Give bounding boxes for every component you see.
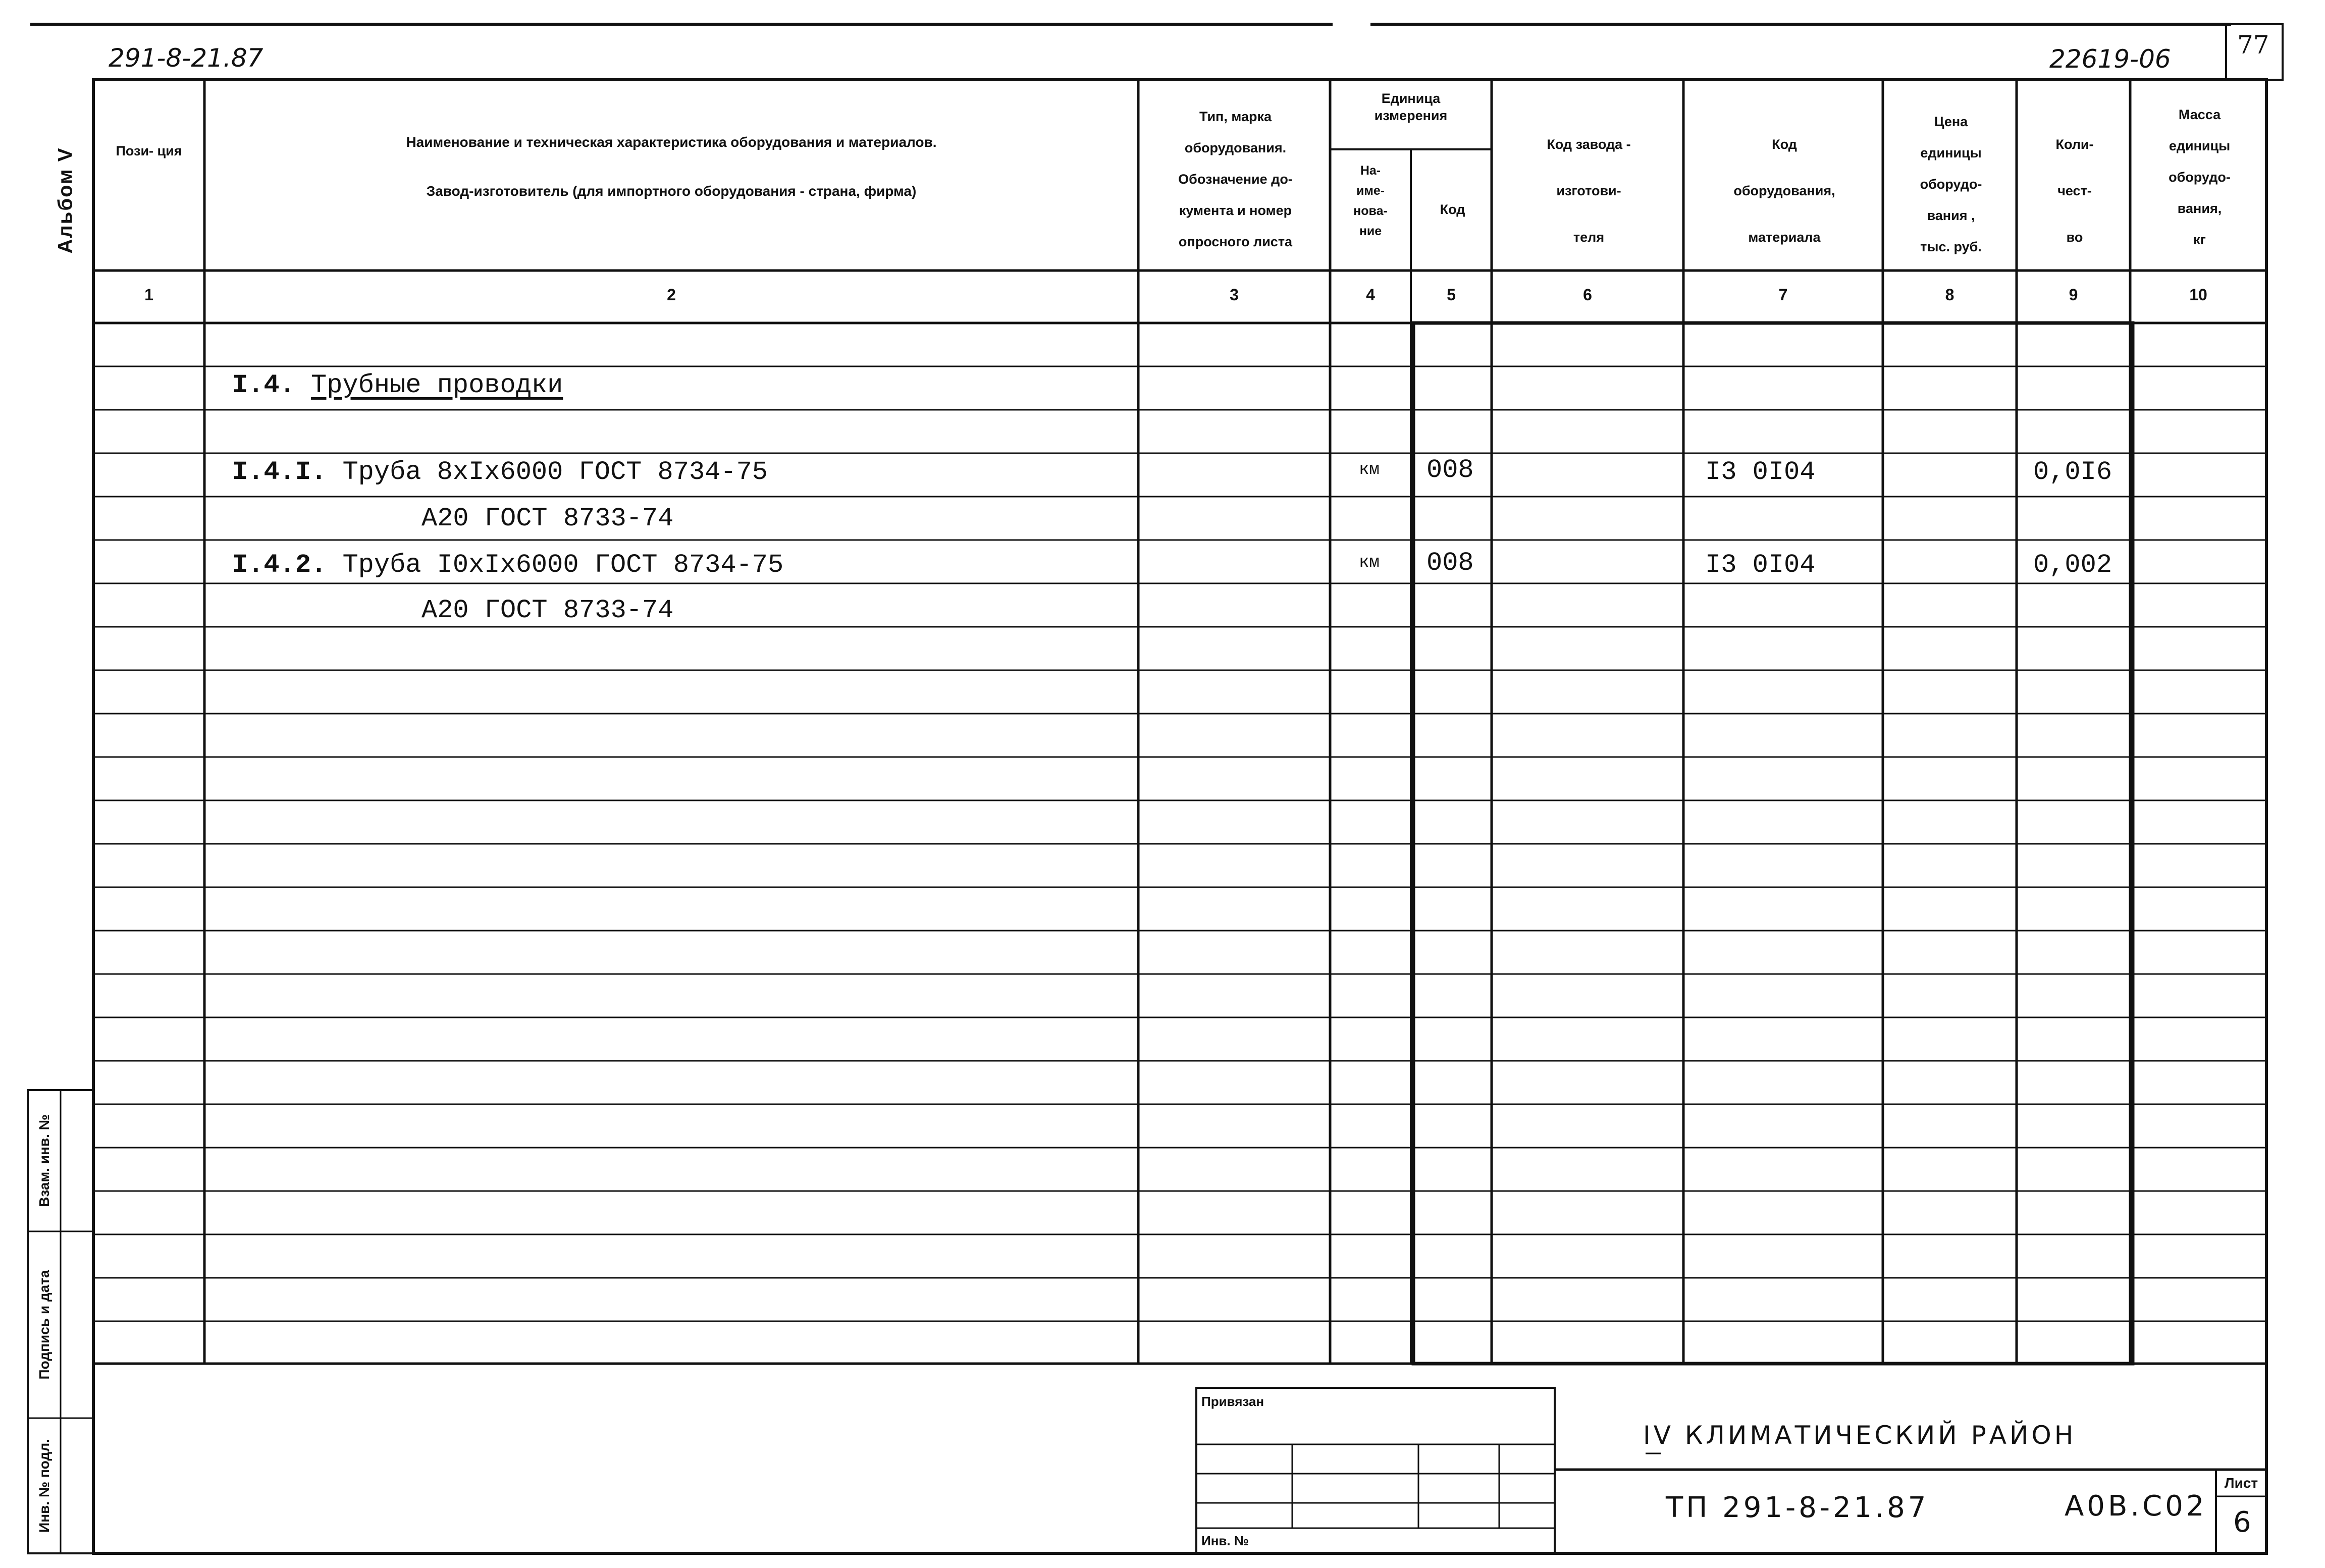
- header-col10-line: кг: [2193, 232, 2206, 247]
- item-quantity: 0,002: [2033, 550, 2112, 580]
- item-number: I.4.2.: [232, 550, 327, 580]
- header-col8-line: вания ,: [1927, 208, 1975, 223]
- item-material-code: I3 0I04: [1705, 457, 1816, 487]
- header-col8-line: единицы: [1920, 145, 1982, 160]
- item-unit-code: 008: [1426, 455, 1474, 485]
- header-col6-line: изготови-: [1556, 183, 1621, 198]
- header-col4-line: нова-: [1353, 204, 1388, 218]
- column-number: 1: [144, 286, 153, 304]
- side-field-inv: Инв. № подл.: [36, 1439, 52, 1533]
- header-col7: [1686, 121, 1883, 260]
- item-unit: км: [1359, 460, 1380, 479]
- column-number: 9: [2069, 286, 2078, 304]
- item-unit-code: 008: [1426, 548, 1474, 578]
- header-col8-line: Цена: [1934, 114, 1968, 129]
- document-mark: А0В.С02: [2065, 1490, 2207, 1523]
- side-field-podpis: Подпись и дата: [36, 1270, 52, 1380]
- page-number: 77: [2237, 30, 2269, 60]
- header-col3-line: оборудования.: [1184, 140, 1287, 155]
- header-col9-line: Коли-: [2055, 137, 2094, 152]
- header-col1: Пози- ция: [116, 143, 182, 158]
- side-field-vzam: Взам. инв. №: [36, 1114, 52, 1207]
- header-col5: Код: [1440, 202, 1465, 217]
- top-code-right: 22619-06: [2049, 44, 2171, 74]
- item-name: Труба 8хIх6000 ГОСТ 8734-75: [342, 457, 768, 487]
- header-col9-line: во: [2066, 230, 2083, 245]
- header-col6-line: теля: [1573, 230, 1605, 245]
- header-col6: [1494, 121, 1683, 260]
- column-number: 5: [1447, 286, 1456, 304]
- column-number: 3: [1230, 286, 1239, 304]
- item-material-code: I3 0I04: [1705, 550, 1816, 580]
- privyazan-label: Привязан: [1201, 1394, 1264, 1409]
- header-col3-line: кумента и номер: [1179, 203, 1292, 218]
- header-col4: [1333, 160, 1408, 241]
- column-number: 8: [1945, 286, 1954, 304]
- item-name: Труба I0хIх6000 ГОСТ 8734-75: [342, 550, 784, 580]
- section-title: Трубные проводки: [311, 370, 563, 400]
- item-unit: км: [1359, 553, 1380, 572]
- section-title-row: [232, 370, 563, 400]
- header-col4-line: На-: [1360, 164, 1381, 178]
- inv-no-label: Инв. №: [1201, 1533, 1249, 1548]
- header-col10: [2133, 99, 2266, 255]
- header-col3-line: Тип, марка: [1199, 109, 1272, 124]
- top-code-left: 291-8-21.87: [109, 43, 263, 73]
- item-number: I.4.I.: [232, 457, 327, 487]
- header-col7-line: материала: [1748, 230, 1821, 245]
- climate-region: IV КЛИМАТИЧЕСКИЙ РАЙОН: [1643, 1421, 2077, 1450]
- header-col3-line: опросного листа: [1178, 234, 1293, 249]
- header-col2-line1: Наименование и техническая характеристика оборудования и материалов.: [406, 134, 937, 150]
- section-number: I.4.: [232, 370, 295, 400]
- album-label: Альбом V: [54, 147, 77, 254]
- header-unit-group: Единица измерения: [1374, 91, 1448, 123]
- sheet-number: 6: [2233, 1506, 2251, 1539]
- header-col8: [1885, 106, 2017, 262]
- header-col9-line: чест-: [2057, 183, 2092, 198]
- header-col7-line: Код: [1772, 137, 1797, 152]
- column-number: 4: [1366, 286, 1375, 304]
- sheet-label: Лист: [2224, 1475, 2258, 1491]
- header-col3: [1141, 101, 1330, 257]
- header-col10-line: оборудо-: [2169, 170, 2231, 185]
- column-number: 6: [1583, 286, 1592, 304]
- table-row: [232, 550, 783, 580]
- document-code: ТП 291-8-21.87: [1666, 1491, 1929, 1524]
- header-col10-line: вания,: [2177, 201, 2222, 216]
- item-quantity: 0,0I6: [2033, 457, 2112, 487]
- header-col4-line: ние: [1359, 224, 1382, 238]
- table-row: [232, 457, 768, 487]
- header-col8-line: тыс. руб.: [1920, 239, 1982, 254]
- column-number: 7: [1778, 286, 1788, 304]
- item-name-continued: А20 ГОСТ 8733-74: [421, 596, 674, 625]
- header-col10-line: Масса: [2178, 107, 2221, 122]
- header-col9: [2019, 121, 2130, 260]
- column-number: 10: [2189, 286, 2207, 304]
- header-col10-line: единицы: [2169, 138, 2231, 153]
- header-col7-line: оборудования,: [1733, 183, 1835, 198]
- header-col2-line2: Завод-изготовитель (для импортного оборудования - страна, фирма): [426, 183, 917, 199]
- column-number: 2: [667, 286, 676, 304]
- header-col3-line: Обозначение до-: [1178, 172, 1293, 187]
- item-name-continued: А20 ГОСТ 8733-74: [421, 504, 674, 533]
- header-col4-line: име-: [1356, 184, 1385, 198]
- header-col6-line: Код завода -: [1547, 137, 1631, 152]
- header-col8-line: оборудо-: [1920, 177, 1982, 192]
